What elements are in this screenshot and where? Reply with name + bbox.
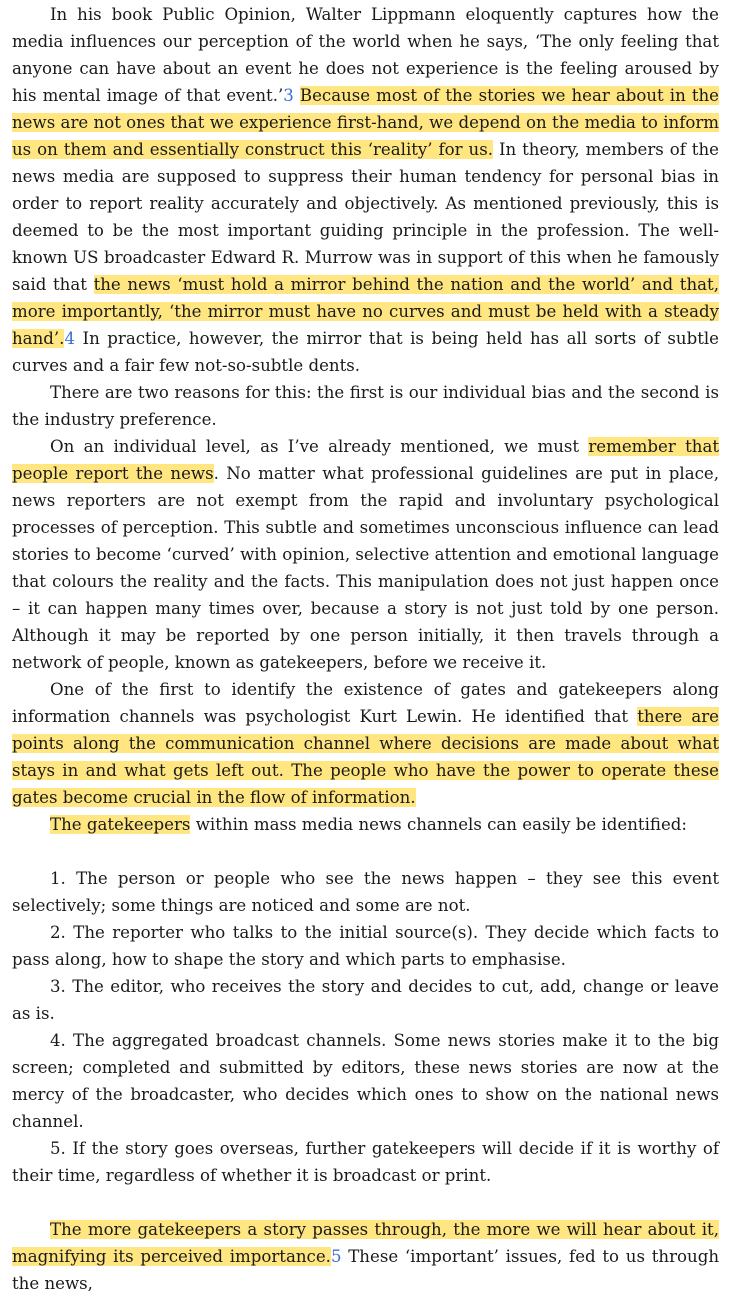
body-text: On an individual level, as I’ve already mentioned, we must (50, 437, 589, 456)
highlighted-text: the news ‘must hold a mirror behind the nation and the world’ and that, more importantly, ‘the mirror must have no curves and must be held with a steady hand’. (12, 275, 719, 348)
body-text: 5. If the story goes overseas, further gatekeepers will decide if it is worthy of their time, regardless of whether it is broadcast or print. (12, 1139, 719, 1185)
body-text (294, 86, 300, 105)
highlighted-text: there are points along the communication channel where decisions are made about what stays in and what gets left out. The people who have the power to operate these gates become crucial in the flow of information. (12, 707, 719, 807)
body-text: In practice, however, the mirror that is being held has all sorts of subtle curves and a fair few not-so-subtle dents. (12, 329, 719, 375)
body-text: 3. The editor, who receives the story and decides to cut, add, change or leave as is. (12, 977, 719, 1023)
body-text: 4. The aggregated broadcast channels. Some news stories make it to the big screen; completed and submitted by editors, these news stories are now at the mercy of the broadcaster, who decides which ones to show on the national news channel. (12, 1031, 719, 1131)
body-text: In his book Public Opinion, Walter Lippmann eloquently captures how the media influences our perception of the world when he says, ‘The only feeling that anyone can have about an event he does not experience is the feeling aroused by his mental image of that event.’ (12, 5, 719, 105)
highlighted-text: The gatekeepers (50, 815, 191, 834)
paragraph (12, 973, 719, 1027)
highlighted-text: remember that people report the news (12, 437, 720, 483)
footnote-reference[interactable]: 3 (283, 86, 294, 105)
paragraph (12, 919, 719, 973)
body-text: 1. The person or people who see the news happen – they see this event selectively; some things are noticed and some are not. (12, 869, 719, 915)
paragraph (12, 676, 719, 811)
paragraph-gap (12, 838, 719, 865)
paragraph (12, 1027, 719, 1135)
paragraph (12, 379, 719, 433)
paragraph (12, 1135, 719, 1189)
body-text: within mass media news channels can easily be identified: (190, 815, 687, 834)
highlighted-text: The more gatekeepers a story passes through, the more we will hear about it, magnifying its perceived importance. (12, 1220, 719, 1266)
body-text: These ‘important’ issues, fed to us through the news, (12, 1247, 720, 1293)
paragraph (12, 433, 719, 676)
body-text: 2. The reporter who talks to the initial source(s). They decide which facts to pass along, how to shape the story and which parts to emphasise. (12, 923, 719, 969)
paragraph (12, 1, 719, 379)
body-text: In theory, members of the news media are supposed to suppress their human tendency for personal bias in order to report reality accurately and objectively. As mentioned previously, this is deemed to be the most important guiding principle in the profession. The well-known US broadcaster Edward R. Murrow was in support of this when he famously said that (12, 140, 719, 294)
highlighted-text: Because most of the stories we hear about in the news are not ones that we experience first-hand, we depend on the media to inform us on them and essentially construct this ‘reality’ for us. (12, 86, 719, 159)
paragraph (12, 811, 719, 838)
footnote-reference[interactable]: 4 (64, 329, 76, 348)
paragraph (12, 1216, 719, 1297)
paragraph-gap (12, 1189, 719, 1216)
body-text: One of the first to identify the existence of gates and gatekeepers along information channels was psychologist Kurt Lewin. He identified that (12, 680, 719, 726)
paragraph (12, 865, 719, 919)
footnote-reference[interactable]: 5 (330, 1247, 342, 1266)
body-text: There are two reasons for this: the first is our individual bias and the second is the industry preference. (12, 383, 719, 429)
body-text: . No matter what professional guidelines are put in place, news reporters are not exempt from the rapid and involuntary psychological processes of perception. This subtle and sometimes unconscious influence can lead stories to become ‘curved’ with opinion, selective attention and emotional language that colours the reality and the facts. This manipulation does not just happen once – it can happen many times over, because a story is not just told by one person. Although it may be reported by one person initially, it then travels through a network of people, known as gatekeepers, before we receive it. (12, 464, 720, 672)
